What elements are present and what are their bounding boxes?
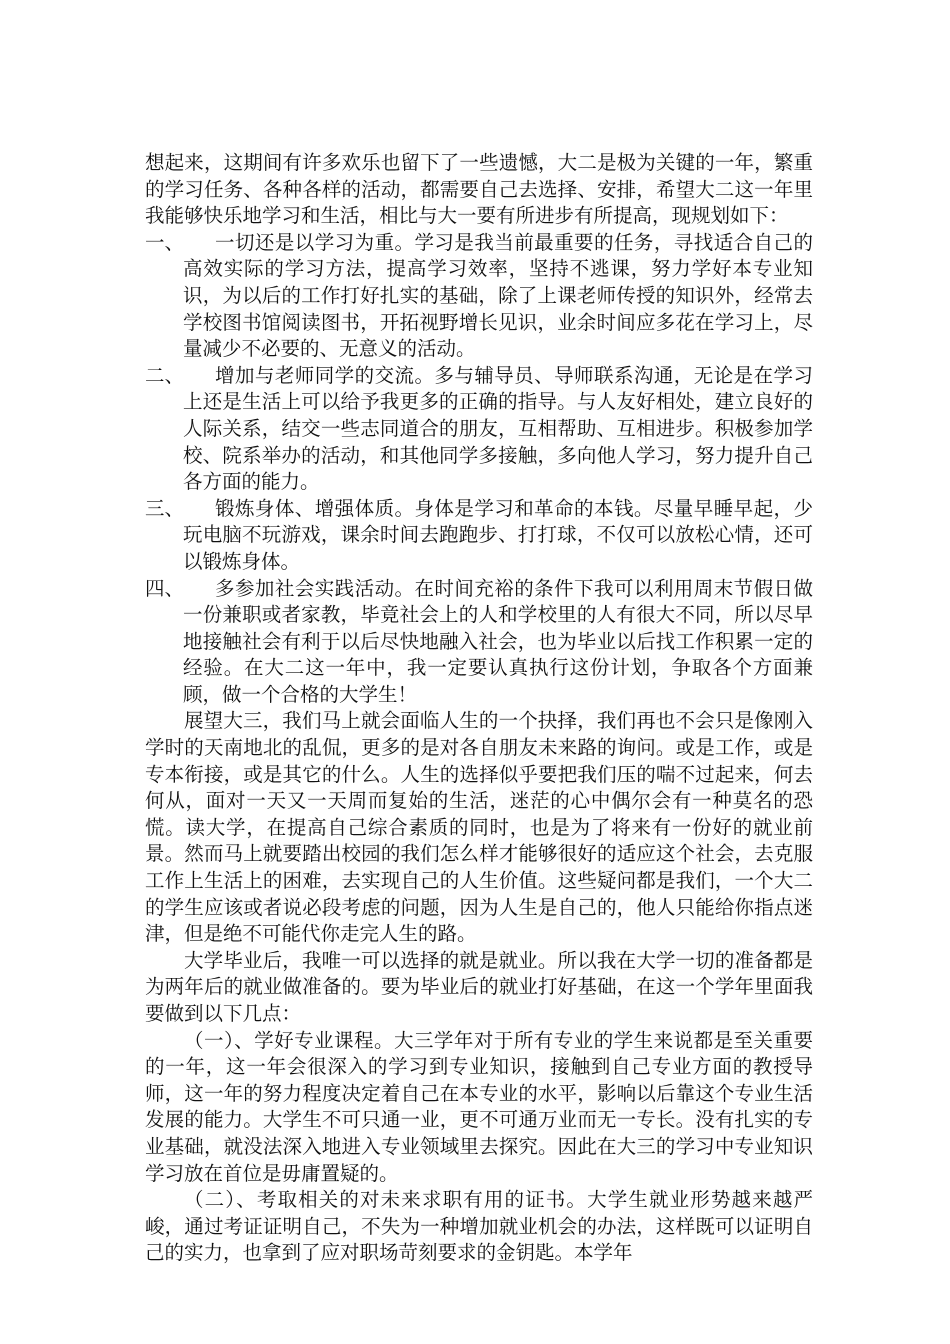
item-text: 多参加社会实践活动。在时间充裕的条件下我可以利用周末节假日做一份兼职或者家教，毕竟社会上的人和学校里的人有很大不同，所以尽早地接触社会有利于以后尽快地融入社会，也为毕业以后找工作积累一定的经验。在大二这一年中，我一定要认真执行这份计划，争取各个方面兼顾，做一个合格的大学生！ [183, 576, 813, 706]
plan-item-1 [145, 230, 813, 363]
document-page [145, 150, 813, 1267]
plan-item-3 [145, 496, 813, 576]
item-text: 一切还是以学习为重。学习是我当前最重要的任务，寻找适合自己的高效实际的学习方法，提高学习效率，坚持不逃课，努力学好本专业知识，为以后的工作打好扎实的基础，除了上课老师传授的知识外，经常去学校图书馆阅读图书，开拓视野增长见识，业余时间应多花在学习上，尽量减少不必要的、无意义的活动。 [183, 230, 813, 361]
item-number: 二、 [145, 363, 185, 387]
body-paragraph: 展望大三，我们马上就会面临人生的一个抉择，我们再也不会只是像刚入学时的天南地北的乱侃，更多的是对各自朋友未来路的询问。或是工作，或是专本衔接，或是其它的什么。人生的选择似乎要把我们压的喘不过起来，何去何从，面对一天又一天周而复始的生活，迷茫的心中偶尔会有一种莫名的恐慌。读大学，在提高自己综合素质的同时，也是为了将来有一份好的就业前景。然而马上就要踏出校园的我们怎么样才能够很好的适应这个社会，去克服工作上生活上的困难，去实现自己的人生价值。这些疑问都是我们，一个大二的学生应该或者说必段考虑的问题，因为人生是自己的，他人只能给你指点迷津，但是绝不可能代你走完人生的路。 [145, 709, 813, 946]
body-paragraph: （一）、学好专业课程。大三学年对于所有专业的学生来说都是至关重要的一年，这一年会很深入的学习到专业知识，接触到自己专业方面的教授导师，这一年的努力程度决定着自己在本专业的水平，影响以后靠这个专业生活发展的能力。大学生不可只通一业，更不可通万业而无一专长。没有扎实的专业基础，就没法深入地进入专业领域里去探究。因此在大三的学习中专业知识学习放在首位是毋庸置疑的。 [145, 1028, 813, 1185]
plan-item-2 [145, 363, 813, 496]
body-paragraph: （二）、考取相关的对未来求职有用的证书。大学生就业形势越来越严峻，通过考证证明自己，不失为一种增加就业机会的办法，这样既可以证明自己的实力，也拿到了应对职场苛刻要求的金钥匙。本学年 [145, 1188, 813, 1265]
item-number: 一、 [145, 230, 185, 254]
plan-item-4 [145, 576, 813, 709]
intro-paragraph: 想起来，这期间有许多欢乐也留下了一些遗憾，大二是极为关键的一年，繁重的学习任务、各种各样的活动，都需要自己去选择、安排，希望大二这一年里我能够快乐地学习和生活，相比与大一要有所进步有所提高，现规划如下： [145, 151, 813, 228]
item-number: 四、 [145, 576, 185, 600]
item-text: 锻炼身体、增强体质。身体是学习和革命的本钱。尽量早睡早起，少玩电脑不玩游戏，课余时间去跑跑步、打打球，不仅可以放松心情，还可以锻炼身体。 [183, 496, 813, 573]
item-text: 增加与老师同学的交流。多与辅导员、导师联系沟通，无论是在学习上还是生活上可以给予我更多的正确的指导。与人友好相处，建立良好的人际关系，结交一些志同道合的朋友，互相帮助、互相进步。积极参加学校、院系举办的活动，和其他同学多接触，多向他人学习，努力提升自己各方面的能力。 [183, 363, 813, 494]
body-paragraph: 大学毕业后，我唯一可以选择的就是就业。所以我在大学一切的准备都是为两年后的就业做准备的。要为毕业后的就业打好基础，在这一个学年里面我要做到以下几点： [145, 948, 813, 1025]
item-number: 三、 [145, 496, 185, 520]
